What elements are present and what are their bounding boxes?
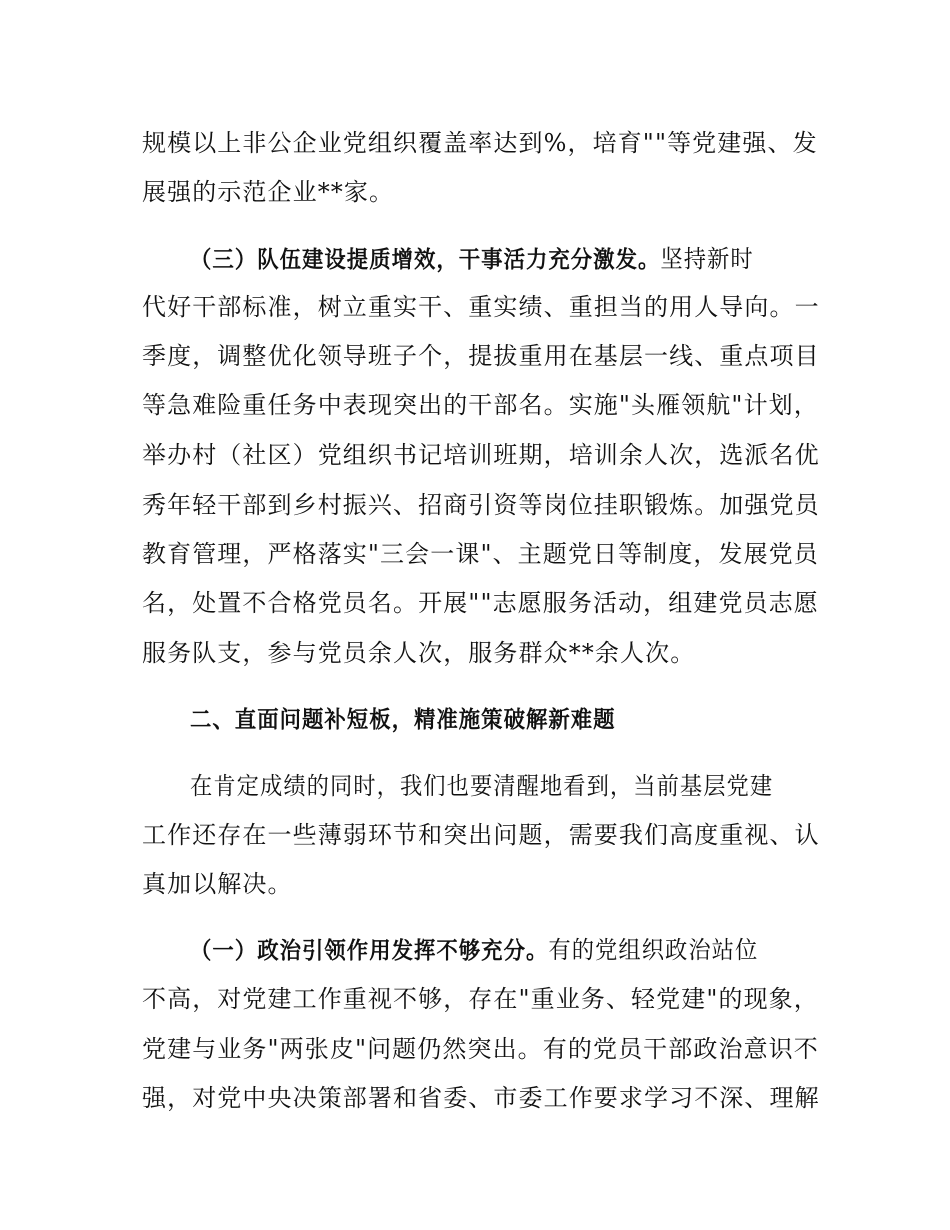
paragraph-line <box>190 244 822 275</box>
paragraph-line: 代好干部标准，树立重实干、重实绩、重担当的用人导向。一 <box>142 293 820 321</box>
subsection-heading: （一）政治引领作用发挥不够充分。 <box>190 938 549 964</box>
paragraph-line: 在肯定成绩的同时，我们也要清醒地看到，当前基层党建 <box>190 772 774 800</box>
paragraph-line: 强，对党中央决策部署和省委、市委工作要求学习不深、理解 <box>142 1084 820 1112</box>
paragraph-line: 党建与业务"两张皮"问题仍然突出。有的党员干部政治意识不 <box>142 1035 819 1063</box>
paragraph-line: 秀年轻干部到乡村振兴、招商引资等岗位挂职锻炼。加强党员 <box>142 491 820 519</box>
subsection-heading: （三）队伍建设提质增效，干事活力充分激发。 <box>190 247 661 273</box>
section-heading: 二、直面问题补短板，精准施策破解新难题 <box>190 707 616 733</box>
paragraph-line: 等急难险重任务中表现突出的干部名。实施"头雁领航"计划， <box>142 391 819 419</box>
paragraph-line: 教育管理，严格落实"三会一课"、主题党日等制度，发展党员 <box>142 540 819 568</box>
paragraph-text: 坚持新时 <box>660 245 754 273</box>
paragraph-line: 名，处置不合格党员名。开展""志愿服务活动，组建党员志愿 <box>142 589 819 617</box>
paragraph-line <box>190 935 822 966</box>
paragraph-line: 规模以上非公企业党组织覆盖率达到%，培育""等党建强、发 <box>142 129 818 157</box>
paragraph-line: 真加以解决。 <box>142 870 293 898</box>
paragraph-text: 有的党组织政治站位 <box>548 936 759 964</box>
paragraph-line: 服务队支，参与党员余人次，服务群众**余人次。 <box>142 639 696 667</box>
paragraph-line: 不高，对党建工作重视不够，存在"重业务、轻党建"的现象， <box>142 985 819 1013</box>
paragraph-line: 举办村（社区）党组织书记培训班期，培训余人次，选派名优 <box>142 441 820 469</box>
paragraph-line: 展强的示范企业**家。 <box>142 178 395 206</box>
paragraph-line: 季度，调整优化领导班子个，提拔重用在基层一线、重点项目 <box>142 342 820 370</box>
paragraph-line: 工作还存在一些薄弱环节和突出问题，需要我们高度重视、认 <box>142 821 820 849</box>
